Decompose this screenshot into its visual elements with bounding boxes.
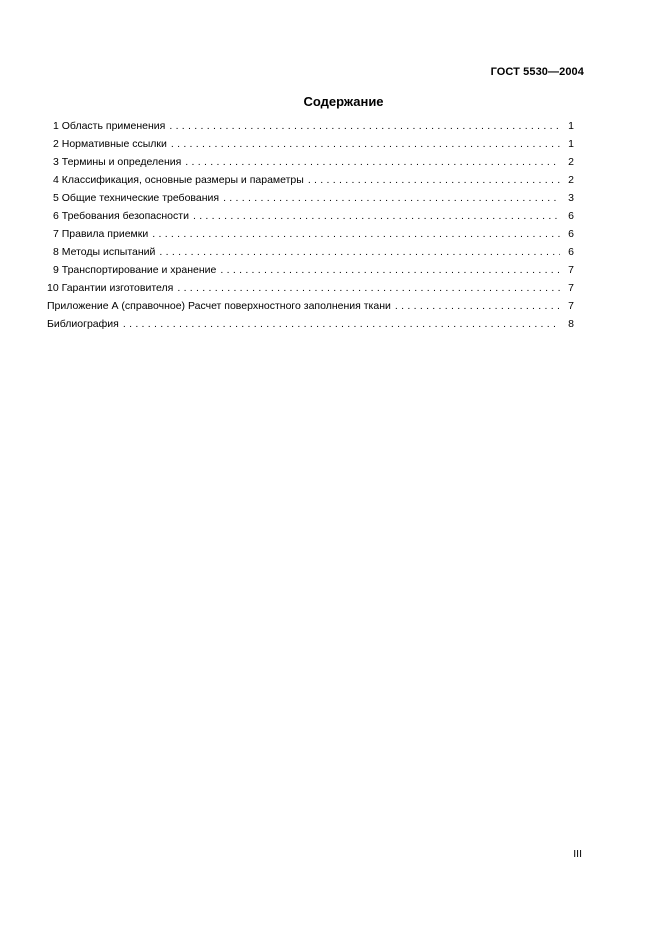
toc-dot-leader [152, 228, 560, 240]
toc-entry-title: 7 Правила приемки [53, 228, 149, 240]
toc-dot-leader [193, 210, 560, 222]
toc-entry[interactable] [47, 282, 574, 300]
toc-entry-page: 6 [568, 246, 574, 258]
toc-entry-page: 2 [568, 156, 574, 168]
toc-entry-title: 6 Требования безопасности [53, 210, 189, 222]
toc-dot-leader [123, 318, 560, 330]
toc-title: Содержание [303, 94, 384, 109]
toc-entry[interactable] [47, 192, 574, 210]
toc-entry-page: 1 [568, 120, 574, 132]
toc-dot-leader [223, 192, 560, 204]
toc-entry-title: 3 Термины и определения [53, 156, 182, 168]
toc-entry-page: 7 [568, 282, 574, 294]
toc-entry-page: 1 [568, 138, 574, 150]
toc-entry[interactable] [47, 300, 574, 318]
toc-entry[interactable] [47, 138, 574, 156]
toc-dot-leader [159, 246, 560, 258]
toc-entry[interactable] [47, 156, 574, 174]
toc-dot-leader [185, 156, 560, 168]
toc-entry-page: 2 [568, 174, 574, 186]
toc-dot-leader [308, 174, 560, 186]
toc-dot-leader [395, 300, 560, 312]
toc-entry[interactable] [47, 246, 574, 264]
toc-entry[interactable] [47, 318, 574, 336]
toc-entry[interactable] [47, 174, 574, 192]
toc-entry-page: 7 [568, 264, 574, 276]
toc-dot-leader [220, 264, 560, 276]
toc-entry-title: Приложение А (справочное) Расчет поверхностного заполнения ткани [47, 300, 391, 312]
toc-entry-title: 2 Нормативные ссылки [53, 138, 167, 150]
toc-entry-page: 3 [568, 192, 574, 204]
toc-entry-title: 8 Методы испытаний [53, 246, 156, 258]
toc-entry[interactable] [47, 210, 574, 228]
toc-dot-leader [177, 282, 560, 294]
toc-entry-page: 8 [568, 318, 574, 330]
document-code: ГОСТ 5530—2004 [490, 66, 584, 78]
toc-entry-title: 5 Общие технические требования [53, 192, 220, 204]
page-number: III [573, 848, 582, 860]
toc-entry-title: Библиография [47, 318, 119, 330]
toc-dot-leader [171, 138, 560, 150]
table-of-contents [47, 120, 574, 336]
toc-entry-page: 6 [568, 228, 574, 240]
toc-entry[interactable] [47, 228, 574, 246]
toc-entry-title: 4 Классификация, основные размеры и параметры [53, 174, 304, 186]
toc-entry[interactable] [47, 120, 574, 138]
toc-entry-title: 1 Область применения [53, 120, 166, 132]
toc-entry[interactable] [47, 264, 574, 282]
toc-entry-page: 6 [568, 210, 574, 222]
toc-dot-leader [169, 120, 560, 132]
toc-entry-title: 10 Гарантии изготовителя [47, 282, 174, 294]
toc-entry-page: 7 [568, 300, 574, 312]
toc-entry-title: 9 Транспортирование и хранение [53, 264, 217, 276]
